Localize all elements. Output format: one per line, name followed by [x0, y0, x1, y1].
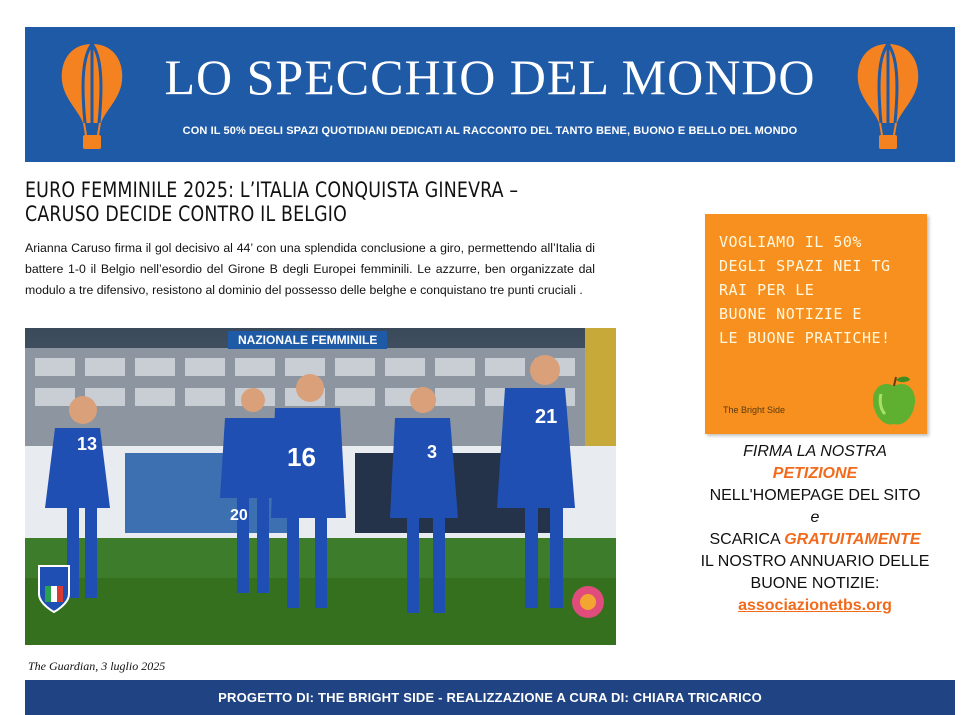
promo-signature: The Bright Side [723, 405, 786, 415]
jersey-number: 3 [427, 442, 438, 462]
jersey-number: 13 [77, 434, 98, 454]
footer-bar: PROGETTO DI: THE BRIGHT SIDE - REALIZZAZIONE A CURA DI: CHIARA TRICARICO [25, 680, 955, 715]
photo-caption: NAZIONALE FEMMINILE [228, 331, 387, 349]
cta-line: IL NOSTRO ANNUARIO DELLE [700, 553, 930, 570]
promo-line: DEGLI SPAZI NEI TG [719, 257, 891, 275]
promo-line: VOGLIAMO IL 50% [719, 233, 862, 251]
promo-line: BUONE NOTIZIE E [719, 305, 862, 323]
italy-federation-crest [39, 566, 69, 612]
football-team-photo [25, 328, 616, 645]
promo-line: RAI PER LE [719, 281, 815, 299]
jersey-number: 16 [287, 442, 316, 472]
promo-line: LE BUONE PRATICHE! [719, 329, 891, 347]
petition-call-to-action [680, 441, 950, 617]
article-headline: EURO FEMMINILE 2025: L’ITALIA CONQUISTA GINEVRA – CARUSO DECIDE CONTRO IL BELGIO [25, 178, 519, 226]
masthead-banner [25, 27, 955, 162]
website-link[interactable]: associazionetbs.org [738, 597, 892, 614]
green-apple-icon [869, 374, 919, 429]
cta-line: SCARICA [709, 531, 780, 548]
petition-link[interactable]: PETIZIONE [772, 465, 858, 482]
petition-promo-box [705, 214, 927, 434]
jersey-number: 21 [535, 406, 558, 428]
cta-line: e [810, 509, 820, 526]
cta-line: NELL'HOMEPAGE DEL SITO [709, 487, 921, 504]
article-lead: Arianna Caruso firma il gol decisivo al 44’ con una splendida conclusione a giro, permettendo all’Italia di battere 1-0 il Belgio nell’esordio del Girone B degli Europei femminili. Le azzurre, ben organizzate dal modulo a tre difensivo, resistono al dominio del possesso delle belghe e conquistano tre punti cruciali . [25, 241, 595, 297]
site-tagline: CON IL 50% DEGLI SPAZI QUOTIDIANI DEDICATI AL RACCONTO DEL TANTO BENE, BUONO E BELLO DEL MONDO [182, 125, 798, 137]
site-title: LO SPECCHIO DEL MONDO [164, 49, 816, 105]
hot-air-balloon-icon [853, 41, 923, 153]
jersey-number: 20 [230, 507, 248, 524]
cta-line: BUONE NOTIZIE: [750, 575, 880, 592]
cta-line: FIRMA LA NOSTRA [743, 443, 887, 460]
promo-text [719, 230, 919, 350]
photo-credit: The Guardian, 3 luglio 2025 [28, 659, 166, 673]
article-photo [25, 328, 616, 645]
cta-highlight: GRATUITAMENTE [784, 531, 921, 548]
broadcaster-logo [572, 586, 604, 618]
